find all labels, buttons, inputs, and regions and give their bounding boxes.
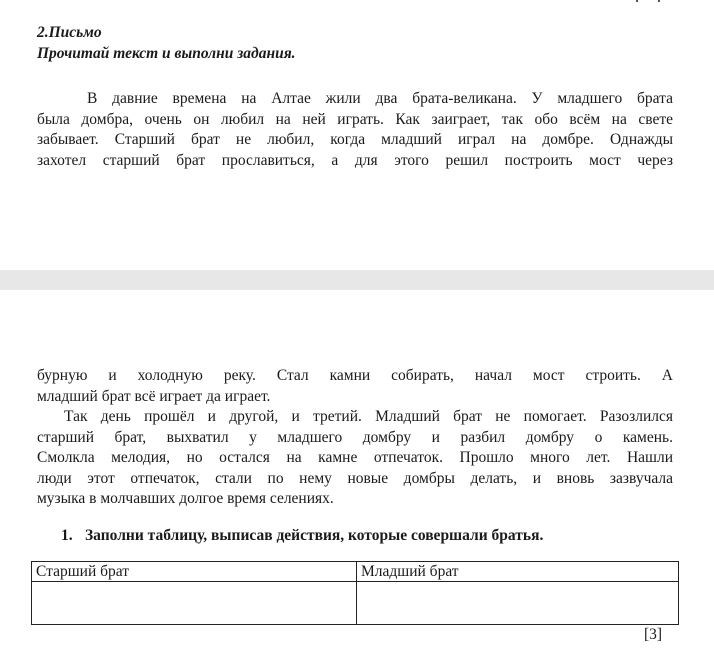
answer-cell-older-brother[interactable]	[32, 582, 357, 625]
score-marks: [3]	[644, 626, 663, 643]
text-line: захотел старший брат прославиться, а для этого решил построить мост через	[37, 151, 673, 169]
text-line: младший брат всё играет да играет.	[37, 387, 271, 405]
text-line: бурную и холодную реку. Стал камни собирать, начал мост строить. А	[37, 367, 673, 384]
table-header-row	[32, 562, 679, 582]
text-line: была домбра, очень он любил на ней играть. Как заиграет, так обо всём на свете	[37, 110, 673, 128]
task-text: Заполни таблицу, выписав действия, которые совершали братья.	[85, 527, 544, 544]
worksheet-page-top	[0, 0, 714, 270]
page-break-gap	[0, 270, 714, 290]
section-instruction: Прочитай текст и выполни задания.	[37, 45, 296, 62]
text-line: музыка в молчавших долгое время селениях.	[37, 490, 334, 507]
answer-table	[31, 561, 679, 625]
table-row	[32, 582, 679, 625]
text-line: люди этот отпечаток, стали по нему новые домбры делать, и вновь зазвучала	[37, 469, 673, 487]
task-number: 1.	[61, 527, 73, 544]
answer-cell-younger-brother[interactable]	[357, 582, 679, 625]
text-line: Смолкла мелодия, но остался на камне отпечаток. Прошло много лет. Нашли	[37, 449, 673, 466]
text-line: забывает. Старший брат не любил, когда младший играл на домбре. Однажды	[37, 131, 673, 148]
text-line: старший брат, выхватил у младшего домбру и разбил домбру о камень.	[37, 428, 673, 446]
page-edge-mark	[634, 0, 664, 2]
text-line: В давние времена на Алтае жили два брата-великана. У младшего брата	[87, 90, 673, 107]
text-line: Так день прошёл и другой, и третий. Младший брат не помогает. Разозлился	[64, 408, 673, 425]
header-older-brother: Старший брат	[32, 562, 357, 582]
task-heading	[61, 527, 543, 545]
header-younger-brother: Младший брат	[357, 562, 679, 582]
section-number: 2.Письмо	[37, 24, 102, 41]
